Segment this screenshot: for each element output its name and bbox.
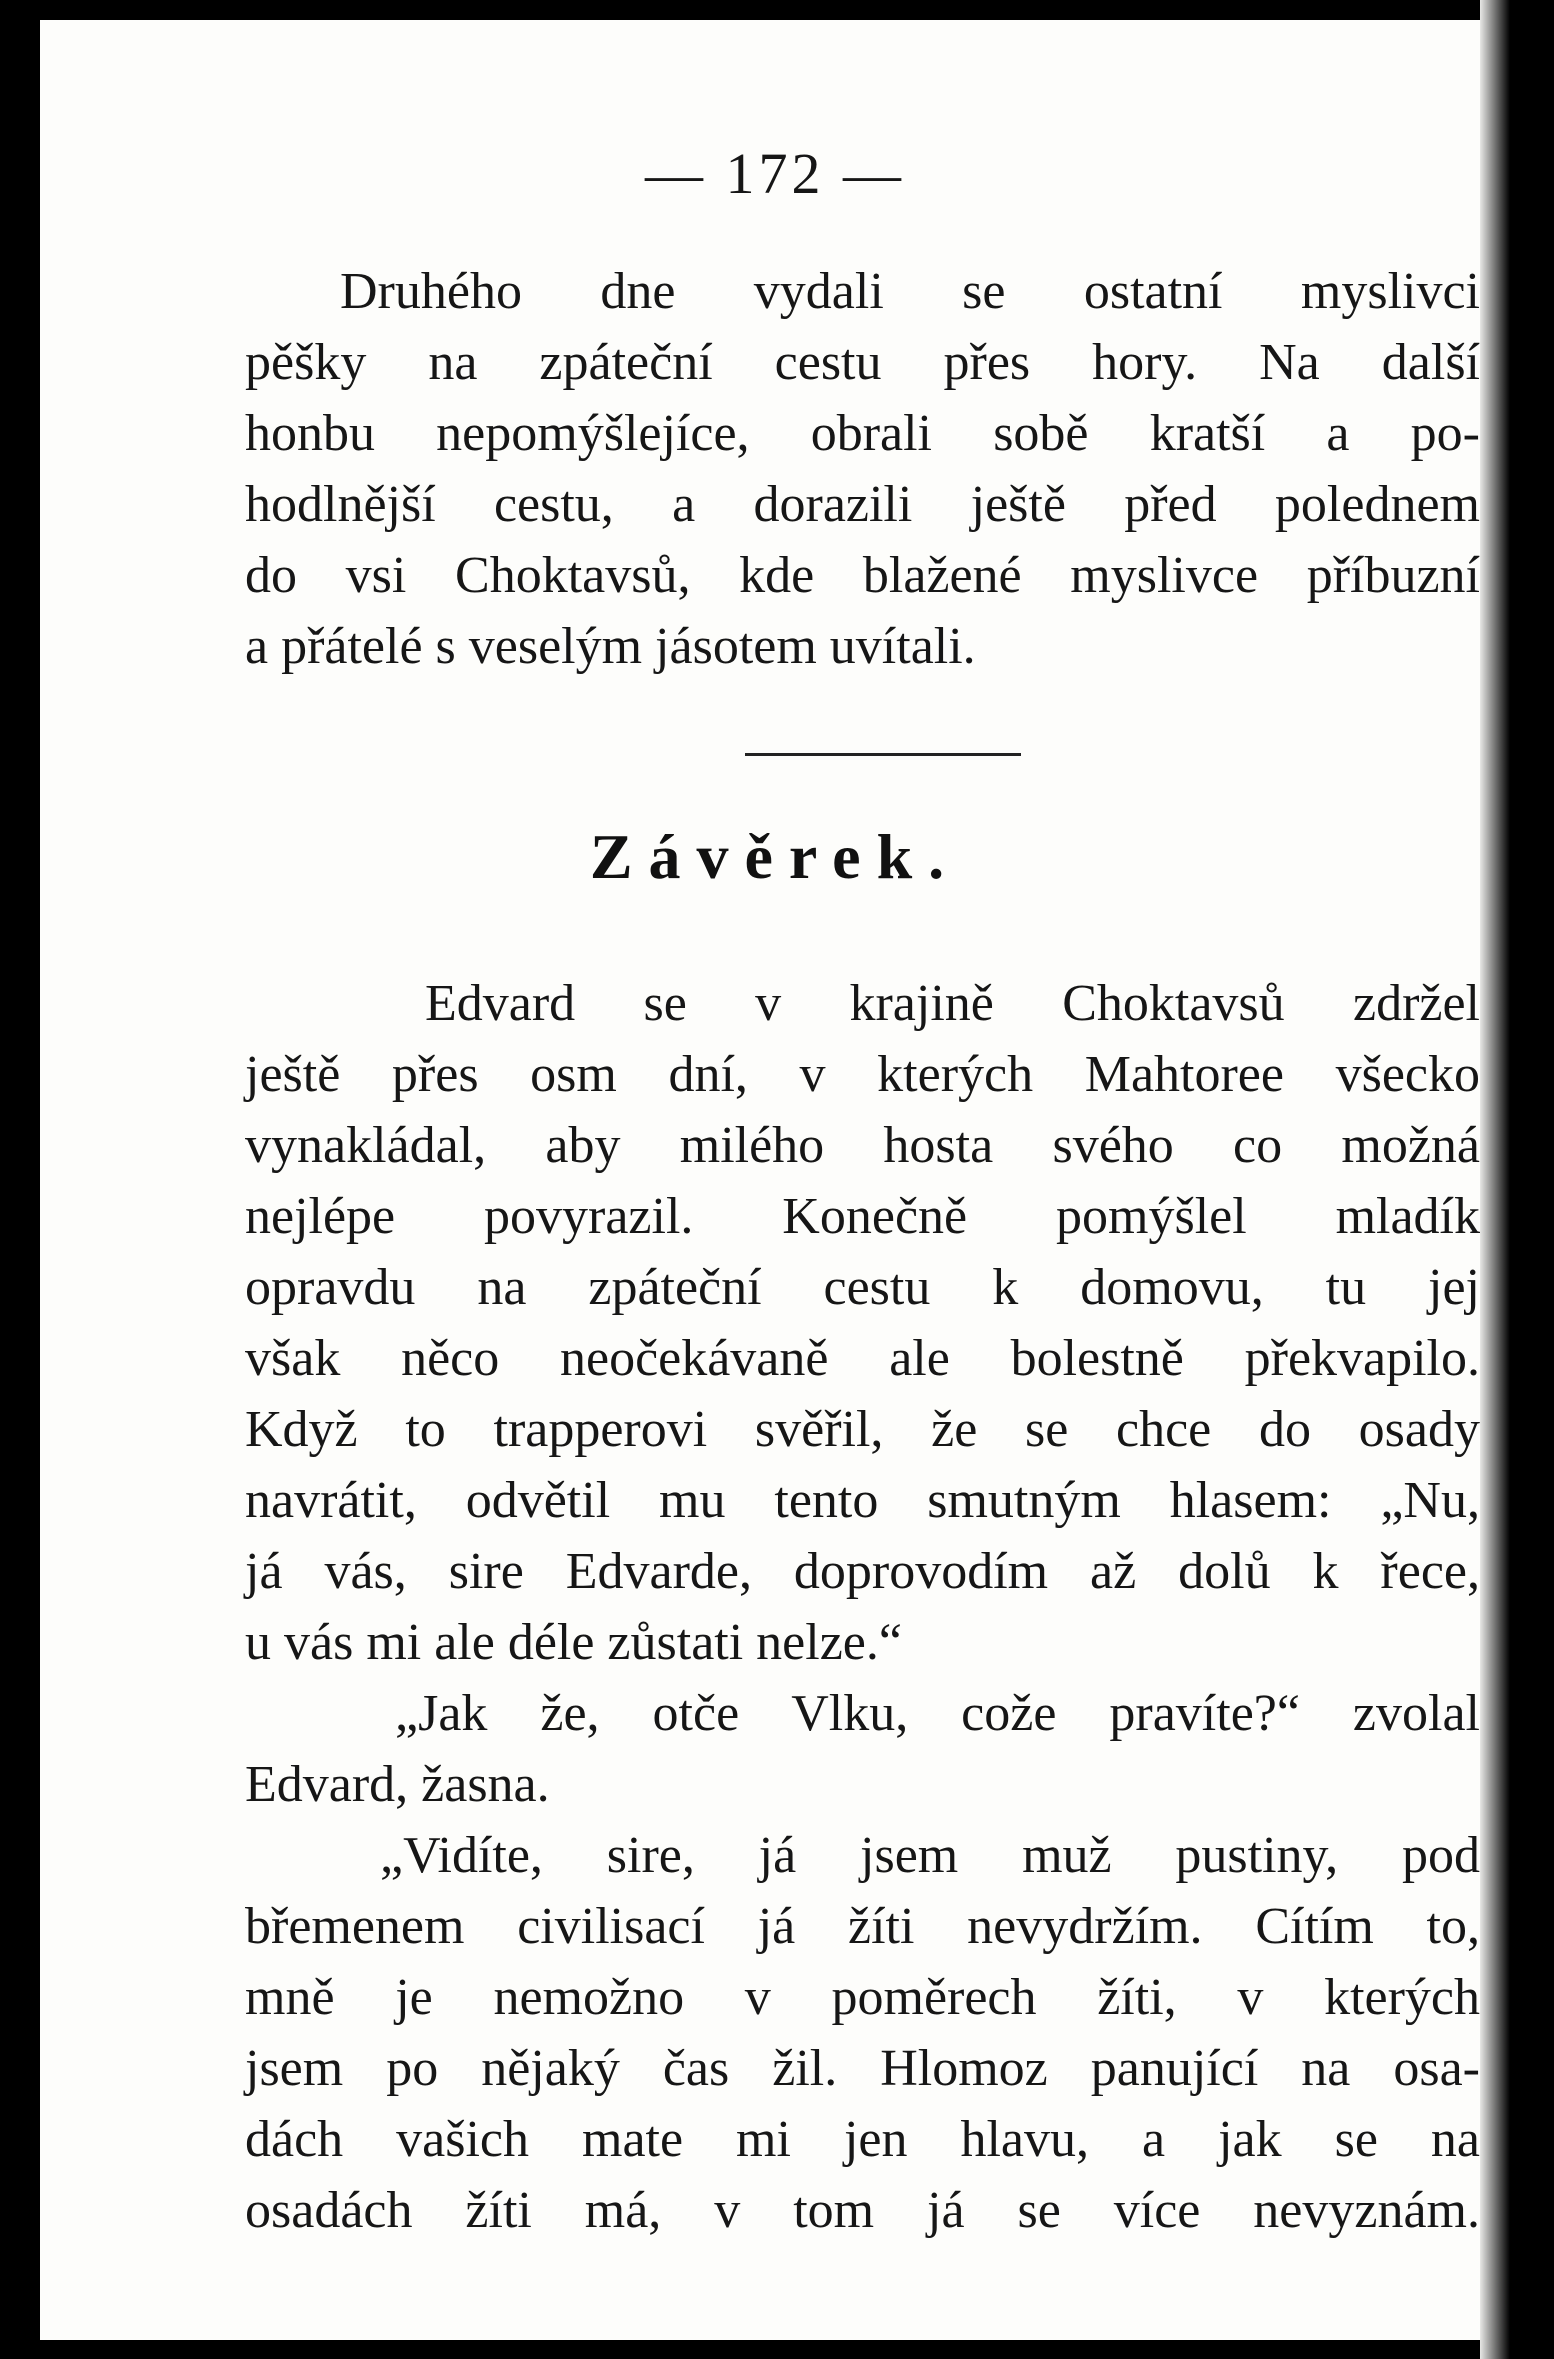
text-line: jsem po nějaký čas žil. Hlomoz panující na osa- [245, 2040, 1480, 2097]
text-line: Když to trapperovi svěřil, že se chce do osady [245, 1401, 1480, 1458]
text-line: „Vidíte, sire, já jsem muž pustiny, pod [380, 1827, 1480, 1884]
text-line: mně je nemožno v poměrech žíti, v kterých [245, 1969, 1480, 2026]
text-line: vynakládal, aby milého hosta svého co možná [245, 1117, 1480, 1174]
text-line: nejlépe povyrazil. Konečně pomýšlel mladík [245, 1188, 1480, 1245]
text-line: hodlnější cestu, a dorazili ještě před polednem [245, 476, 1480, 533]
text-line: a přátelé s veselým jásotem uvítali. [245, 618, 976, 675]
paragraph-2 [245, 968, 1480, 2246]
text-line: pěšky na zpáteční cestu přes hory. Na další [245, 334, 1480, 391]
paragraph-1 [245, 256, 1480, 682]
page-edge-shadow [1480, 0, 1510, 2359]
text-line: osadách žíti má, v tom já se více nevyznám. [245, 2182, 1480, 2239]
text-line: u vás mi ale déle zůstati nelze.“ [245, 1614, 902, 1671]
book-page [40, 20, 1510, 2340]
text-line: já vás, sire Edvarde, doprovodím až dolů k řece, [245, 1543, 1480, 1600]
text-line: navrátit, odvětil mu tento smutným hlasem: „Nu, [245, 1472, 1480, 1529]
text-line: opravdu na zpáteční cestu k domovu, tu jej [245, 1259, 1480, 1316]
text-line: Edvard, žasna. [245, 1756, 550, 1813]
page-number: — 172 — [645, 141, 905, 206]
text-line: ještě přes osm dní, v kterých Mahtoree všecko [245, 1046, 1480, 1103]
text-line: „Jak že, otče Vlku, cože pravíte?“ zvolal [395, 1685, 1480, 1742]
text-line: do vsi Choktavsů, kde blažené myslivce příbuzní [245, 547, 1480, 604]
section-divider [745, 753, 1021, 756]
text-line: dách vašich mate mi jen hlavu, a jak se na [245, 2111, 1480, 2168]
text-line: Edvard se v krajině Choktavsů zdržel [425, 975, 1480, 1032]
text-line: břemenem civilisací já žíti nevydržím. Cítím to, [245, 1898, 1480, 1955]
text-line: honbu nepomýšlejíce, obrali sobě kratší a po- [245, 405, 1480, 462]
text-line: Druhého dne vydali se ostatní myslivci [340, 263, 1480, 320]
section-heading: Závěrek. [589, 821, 961, 892]
text-line: však něco neočekávaně ale bolestně překvapilo. [245, 1330, 1480, 1387]
